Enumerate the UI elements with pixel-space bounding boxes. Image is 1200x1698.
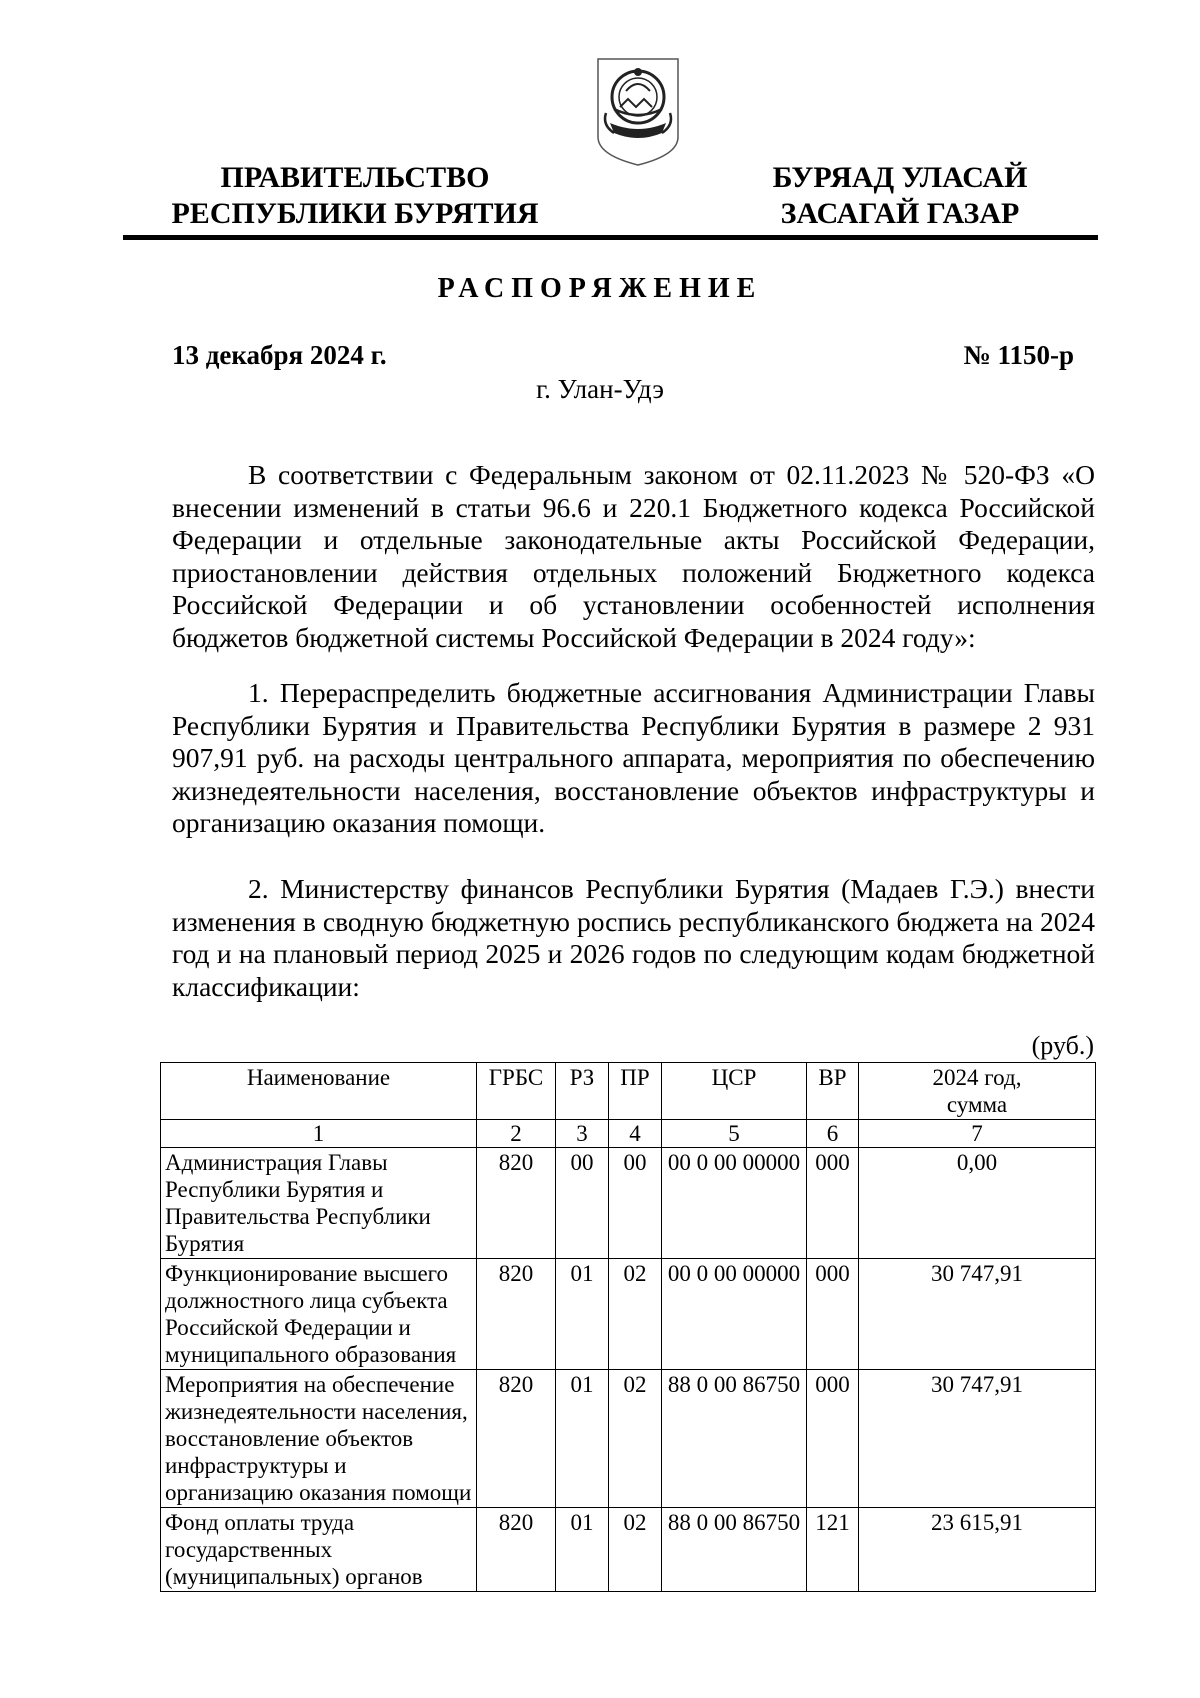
- coat-of-arms-icon: [592, 55, 684, 167]
- row-pr: 02: [609, 1259, 662, 1370]
- document-city: г. Улан-Удэ: [536, 374, 664, 404]
- row-grbs: 820: [477, 1259, 556, 1370]
- table-header-row: [161, 1063, 1096, 1120]
- row-grbs: 820: [477, 1370, 556, 1508]
- org-name-ru-line-2: РЕСПУБЛИКИ БУРЯТИЯ: [171, 197, 539, 230]
- row-pr: 00: [609, 1148, 662, 1259]
- row-name: Фонд оплаты труда государственных (муниципальных) органов: [161, 1508, 477, 1592]
- col-number: 7: [859, 1120, 1096, 1148]
- row-name: Администрация Главы Республики Бурятия и Правительства Республики Бурятия: [161, 1148, 477, 1259]
- col-number: 2: [477, 1120, 556, 1148]
- row-amount: 30 747,91: [859, 1259, 1096, 1370]
- col-number: 1: [161, 1120, 477, 1148]
- budget-classification-table: [160, 1062, 1096, 1592]
- col-header-name: Наименование: [161, 1063, 477, 1120]
- row-name: Функционирование высшего должностного лица субъекта Российской Федерации и муниципального образования: [161, 1259, 477, 1370]
- row-grbs: 820: [477, 1508, 556, 1592]
- row-rz: 01: [556, 1508, 609, 1592]
- org-name-russian: [170, 160, 540, 232]
- row-rz: 01: [556, 1259, 609, 1370]
- col-header-vr: ВР: [807, 1063, 859, 1120]
- document-number: № 1150-р: [963, 340, 1074, 370]
- col-header-csr: ЦСР: [662, 1063, 807, 1120]
- org-name-buryat: [750, 160, 1050, 232]
- clause-1-paragraph: 1. Перераспределить бюджетные ассигнования Администрации Главы Республики Бурятия и Правительства Республики Бурятия в размере 2 931 907,91 руб. на расходы центрального аппарата, мероприятия по обеспечению жизнедеятельности населения, восстановление объектов инфраструктуры и организацию оказания помощи.: [172, 677, 1095, 838]
- row-rz: 00: [556, 1148, 609, 1259]
- col-number: 4: [609, 1120, 662, 1148]
- row-vr: 000: [807, 1148, 859, 1259]
- row-pr: 02: [609, 1370, 662, 1508]
- table-row: [161, 1370, 1096, 1508]
- row-csr: 88 0 00 86750: [662, 1508, 807, 1592]
- col-number: 3: [556, 1120, 609, 1148]
- col-header-rz: РЗ: [556, 1063, 609, 1120]
- row-csr: 00 0 00 00000: [662, 1148, 807, 1259]
- row-csr: 00 0 00 00000: [662, 1259, 807, 1370]
- row-name: Мероприятия на обеспечение жизнедеятельности населения, восстановление объектов инфраструктуры и организацию оказания помощи: [161, 1370, 477, 1508]
- table-row: [161, 1508, 1096, 1592]
- row-vr: 000: [807, 1259, 859, 1370]
- org-name-bur-line-2: ЗАСАГАЙ ГАЗАР: [780, 197, 1020, 230]
- row-amount: 23 615,91: [859, 1508, 1096, 1592]
- org-name-bur-line-1: БУРЯАД УЛАСАЙ: [772, 161, 1028, 194]
- document-type: РАСПОРЯЖЕНИЕ: [437, 273, 763, 304]
- row-vr: 000: [807, 1370, 859, 1508]
- row-amount: 0,00: [859, 1148, 1096, 1259]
- document-date: 13 декабря 2024 г.: [172, 340, 387, 370]
- row-amount: 30 747,91: [859, 1370, 1096, 1508]
- table-column-numbers-row: [161, 1120, 1096, 1148]
- col-header-amount: 2024 год, сумма: [859, 1063, 1096, 1120]
- row-vr: 121: [807, 1508, 859, 1592]
- row-grbs: 820: [477, 1148, 556, 1259]
- col-header-grbs: ГРБС: [477, 1063, 556, 1120]
- row-csr: 88 0 00 86750: [662, 1370, 807, 1508]
- table-row: [161, 1259, 1096, 1370]
- clause-2-paragraph: 2. Министерству финансов Республики Бурятия (Мадаев Г.Э.) внести изменения в сводную бюджетную роспись республиканского бюджета на 2024 год и на плановый период 2025 и 2026 годов по следующим кодам бюджетной классификации:: [172, 873, 1095, 1002]
- col-number: 5: [662, 1120, 807, 1148]
- row-rz: 01: [556, 1370, 609, 1508]
- org-name-ru-line-1: ПРАВИТЕЛЬСТВО: [220, 161, 490, 194]
- preamble-paragraph: В соответствии с Федеральным законом от 02.11.2023 № 520-ФЗ «О внесении изменений в статьи 96.6 и 220.1 Бюджетного кодекса Российской Федерации и отдельные законодательные акты Российской Федерации, приостановлении действия отдельных положений Бюджетного кодекса Российской Федерации и об установлении особенностей исполнения бюджетов бюджетной системы Российской Федерации в 2024 году»:: [172, 459, 1095, 653]
- row-pr: 02: [609, 1508, 662, 1592]
- col-number: 6: [807, 1120, 859, 1148]
- header-divider: [123, 235, 1098, 240]
- table-row: [161, 1148, 1096, 1259]
- table-unit-label: (руб.): [1031, 1031, 1094, 1060]
- col-header-pr: ПР: [609, 1063, 662, 1120]
